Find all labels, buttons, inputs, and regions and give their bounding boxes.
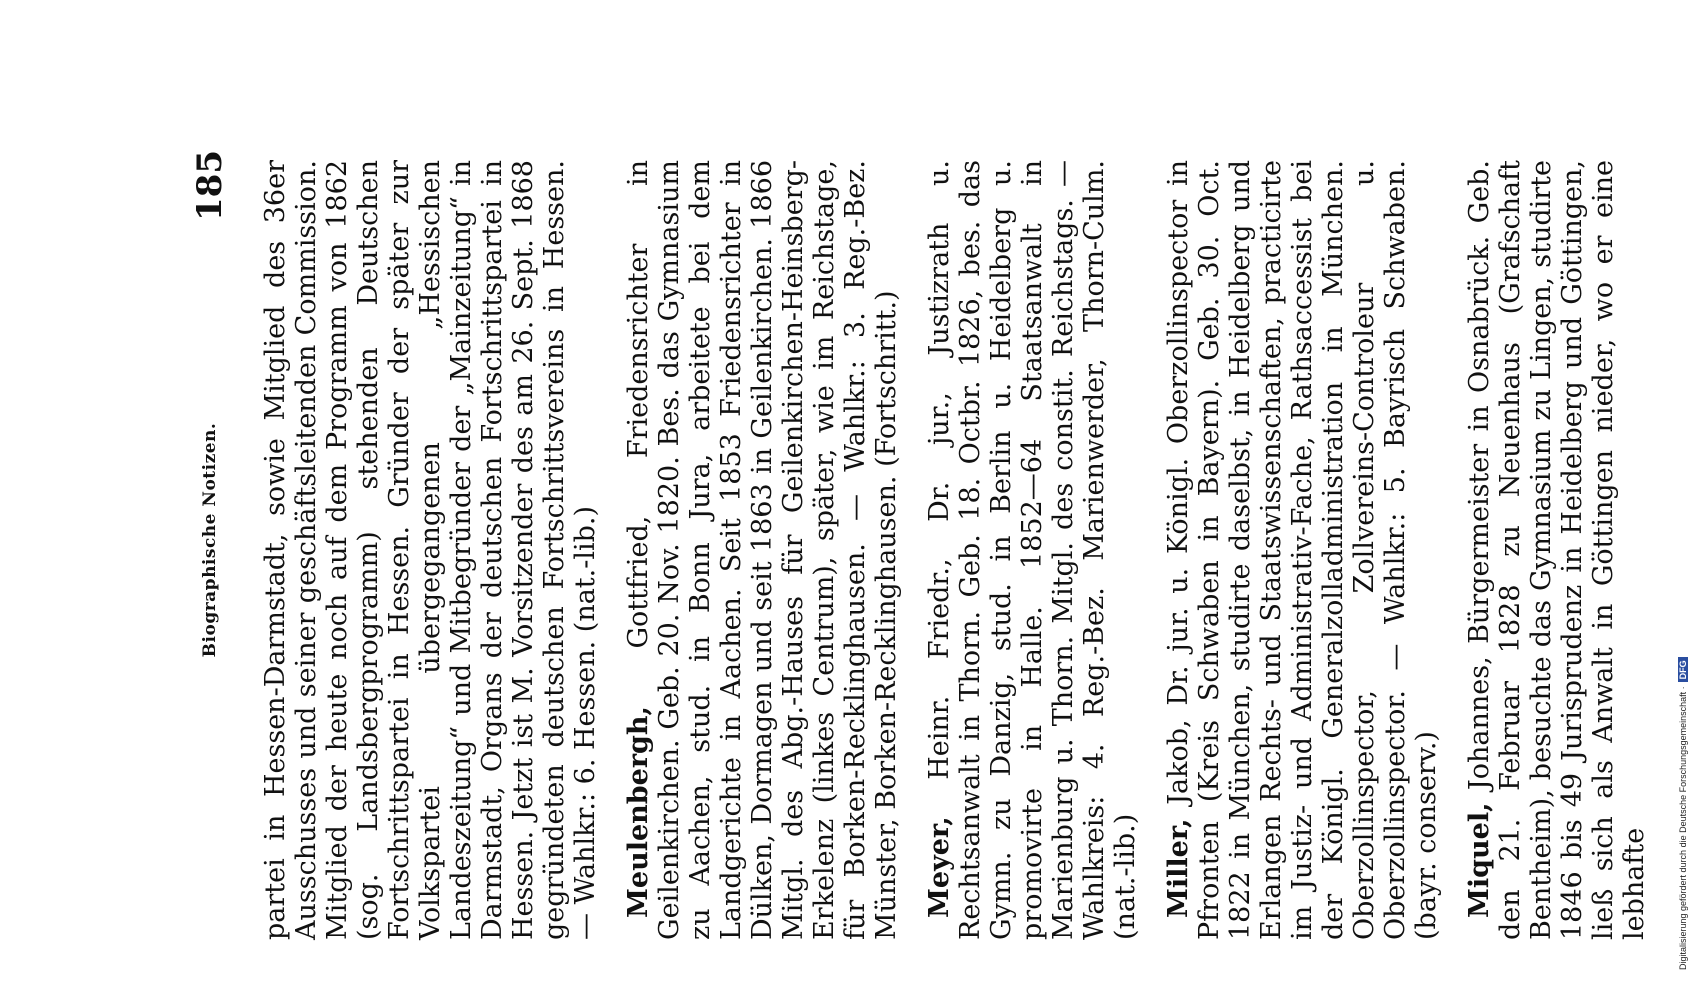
biography-entry-meyer — [924, 160, 1141, 940]
entry-name: Meulenbergh, — [623, 706, 654, 918]
funding-notice: Digitalisierung gefördert durch die Deutsche Forschungsgemeinschaft · — [1678, 686, 1688, 970]
entry-name: Miquel, — [1464, 802, 1495, 918]
text-column — [260, 160, 1650, 940]
running-head: Biographische Notizen. — [200, 422, 220, 658]
continued-paragraph: partei in Hessen-Darmstadt, sowie Mitglied des 36er Ausschusses und seiner geschäftsleitenden Commission. Mitglied der heute noch auf dem Programm von 1862 (sog. Landsbergprogramm) stehenden Deutschen Fortschrittspartei in Hessen. Gründer der später zur Volkspartei übergegangenen „Hessischen Landeszeitung“ und Mitbegründer der „Mainzeitung“ in Darmstadt, Organs der deutschen Fortschrittspartei in Hessen. Jetzt ist M. Vorsitzender des am 26. Sept. 1868 gegründeten deutschen Fortschrittsvereins in Hessen. — Wahlkr.: 6. Hessen. (nat.-lib.) — [260, 160, 601, 940]
entry-name: Miller, — [1163, 818, 1194, 918]
biography-entry-miller — [1163, 160, 1442, 940]
entry-text: Heinr. Friedr., Dr. jur., Justizrath u. Rechtsanwalt in Thorn. Geb. 18. Octbr. 1826, bes. das Gymn. zu Danzig, stud. in Berlin u. Heidelberg u. promovirte in Halle. 1852—64 Staatsanwalt in Marienburg u. Thorn. Mitgl. des constit. Reichstags. — Wahlkreis: 4. Reg.-Bez. Marienwerder, Thorn-Culm. (nat.-lib.) — [924, 160, 1141, 940]
book-page — [190, 140, 1650, 940]
dfg-funding-label — [1675, 0, 1691, 1000]
dfg-logo: DFG — [1678, 657, 1688, 682]
biography-entry-meulenbergh — [623, 160, 902, 940]
page-header — [190, 140, 270, 940]
entry-text: Gottfried, Friedensrichter in Geilenkirchen. Geb. 20. Nov. 1820. Bes. das Gymnasium zu Aachen, stud. in Bonn Jura, arbeitete bei dem Landgerichte in Aachen. Seit 1853 Friedensrichter in Dülken, Dormagen und seit 1863 in Geilenkirchen. 1866 Mitgl. des Abg.-Hauses für Geilenkirchen-Heinsberg-Erkelenz (linkes Centrum), später, wie im Reichstage, für Borken-Recklinghausen. — Wahlkr.: 3. Reg.-Bez. Münster, Borken-Recklinghausen. (Fortschritt.) — [623, 160, 902, 940]
entry-text: Johannes, Bürgermeister in Osnabrück. Geb. den 21. Februar 1828 zu Neuenhaus (Grafschaft Bentheim), besuchte das Gymnasium zu Lingen, studirte 1846 bis 49 Jurisprudenz in Heidelberg und Göttingen, ließ sich als Anwalt in Göttingen nieder, wo er eine lebhafte — [1464, 160, 1650, 940]
entry-text: Jakob, Dr. jur. u. Königl. Oberzollinspector in Pfronten (Kreis Schwaben in Bayern). Geb. 30. Oct. 1822 in München, studirte daselbst, in Heidelberg und Erlangen Rechts- und Staatswissenschaften, practicirte im Justiz- und Administrativ-Fache, Rathsaccessist bei der Königl. Generalzolladministration in München. Oberzollinspector, Zollvereins-Controleur u. Oberzollinspector. — Wahlkr.: 5. Bayrisch Schwaben. (bayr. conserv.) — [1163, 160, 1442, 940]
entry-name: Meyer, — [924, 816, 955, 918]
page-number: 185 — [190, 150, 230, 221]
biography-entry-miquel — [1464, 160, 1650, 940]
